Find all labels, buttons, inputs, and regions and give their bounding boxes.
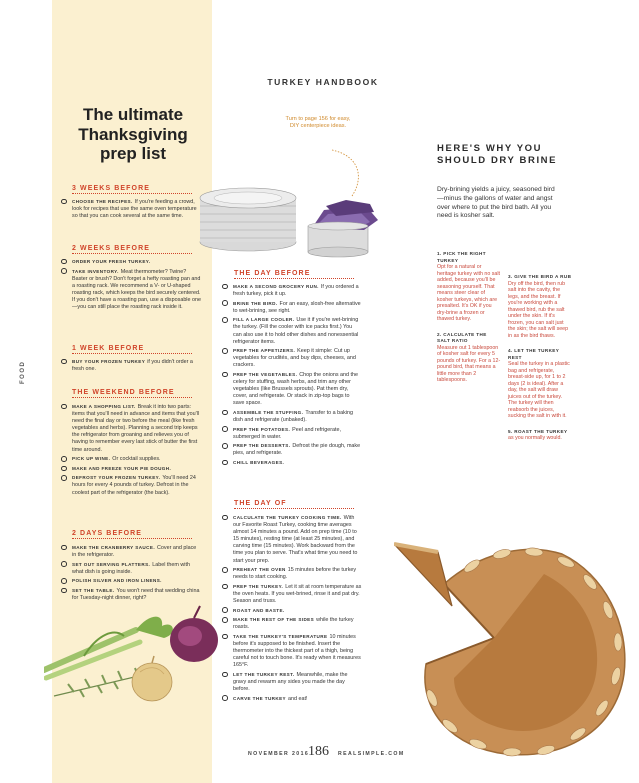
list-item: PREP THE DESSERTS. Defrost the pie dough, make pies, and refrigerate. — [222, 442, 362, 457]
section-items — [222, 283, 362, 469]
list-item: TAKE INVENTORY. Meat thermometer? Twine? Baster or brush? Don't forget a hefty roasting pan and a roasting rack. We recommend a V- or U-shaped roasting rack, which keeps the bird securely centered. If you don't have a roasting pan, use a disposable one—you can still place the roasting rack inside it. — [61, 268, 201, 312]
list-item: MAKE A SECOND GROCERY RUN. If you ordered a fresh turkey, pick it up. — [222, 283, 362, 298]
plate-stack-icon — [200, 188, 296, 251]
bullet-icon — [61, 578, 67, 584]
list-item: ORDER YOUR FRESH TURKEY. — [61, 258, 201, 266]
list-item: PREP THE TURKEY. Let it sit at room temperature as the oven heats. If you wet-brined, rinse it and pat dry. Season and truss. — [222, 583, 362, 605]
vegetables-illustration — [44, 600, 220, 712]
section-heading: 2 WEEKS BEFORE — [72, 245, 192, 254]
centerpiece-callout: Turn to page 156 for easy, DIY centerpiece ideas. — [285, 116, 351, 129]
bullet-icon — [222, 515, 228, 521]
bullet-icon — [222, 410, 228, 416]
bullet-icon — [222, 443, 228, 449]
red-onion-icon — [170, 606, 218, 662]
bullet-icon — [61, 359, 67, 365]
bullet-icon — [222, 348, 228, 354]
brine-steps-left — [437, 251, 501, 393]
bullet-icon — [61, 259, 67, 265]
bullet-icon — [61, 199, 67, 205]
list-item: CALCULATE THE TURKEY COOKING TIME. With our Favorite Roast Turkey, cooking time averages almost 14 minutes a pound. Add on prep time (10 to 15 minutes), resting time (at least 25 minutes), and carving time (15 minutes). Work backward from the time you plan to serve. That's what time you need to start your prep. — [222, 514, 362, 565]
bullet-icon — [61, 561, 67, 567]
bullet-icon — [222, 300, 228, 306]
section-heading: 3 WEEKS BEFORE — [72, 185, 192, 194]
bullet-icon — [222, 584, 228, 590]
brine-step: 3. GIVE THE BIRD A RUB Dry off the bird, then rub salt into the cavity, the legs, and the breast. If you're working with a thawed bird, rub the salt under the skin. If it's frozen, you can salt just the skin; the salt will seep in as the bird thaws. — [508, 274, 572, 339]
napkin-stack-icon — [308, 200, 378, 257]
onion-icon — [132, 656, 172, 701]
section-heading: THE DAY OF — [234, 500, 354, 509]
section-items — [222, 514, 362, 704]
list-item: BUY YOUR FROZEN TURKEY if you didn't order a fresh one. — [61, 358, 201, 373]
list-item: TAKE THE TURKEY'S TEMPERATURE 10 minutes before it's supposed to be finished. Insert the thermometer into the thickest part of a thigh, being careful not to touch bone. It's ready when it measures 165°F. — [222, 633, 362, 669]
pie-icon — [425, 547, 625, 756]
page-title: The ultimate Thanksgiving prep list — [78, 105, 188, 163]
bullet-icon — [222, 672, 228, 678]
list-item: SET THE TABLE. You won't need that wedding china for Tuesday-night dinner, right? — [61, 587, 201, 602]
footer-website: REALSIMPLE.COM — [338, 751, 405, 757]
page-number: 186 — [308, 744, 329, 759]
section-heading: 2 DAYS BEFORE — [72, 530, 192, 539]
list-item: BRINE THE BIRD. For an easy, slosh-free alternative to wet-brining, see right. — [222, 300, 362, 315]
bullet-icon — [222, 317, 228, 323]
list-item: CHOOSE THE RECIPES. If you're feeding a crowd, look for recipes that use the same oven temperature so that you can cook several at the same time. — [61, 198, 201, 220]
bullet-icon — [61, 456, 67, 462]
list-item: PREP THE POTATOES. Peel and refrigerate, submerged in water. — [222, 426, 362, 441]
bullet-icon — [222, 607, 228, 613]
section-items — [61, 544, 201, 604]
brine-title: HERE'S WHY YOU SHOULD DRY BRINE — [437, 143, 558, 166]
list-item: FILL A LARGE COOLER. Use it if you're wet-brining the turkey. (Fill the cooler with ice packs first.) You can also use it to hold other dishes and nonessential refrigerator items. — [222, 316, 362, 345]
list-item: ROAST AND BASTE. — [222, 607, 362, 615]
brine-intro: Dry-brining yields a juicy, seasoned bird—minus the gallons of water and angst over where to put the bird bath. All you need is kosher salt. — [437, 186, 555, 220]
bullet-icon — [222, 426, 228, 432]
list-item: CHILL BEVERAGES. — [222, 459, 362, 467]
section-items — [61, 198, 201, 222]
section-label: FOOD — [20, 360, 26, 384]
brine-step: 2. CALCULATE THE SALT RATIO Measure out 1 tablespoon of kosher salt for every 5 pounds of turkey. For a 12-pound bird, that means a little more than 2 tablespoons. — [437, 331, 501, 383]
bullet-icon — [61, 404, 67, 410]
pie-illustration — [394, 514, 639, 764]
section-heading: 1 WEEK BEFORE — [72, 345, 192, 354]
bullet-icon — [222, 284, 228, 290]
list-item: PREHEAT THE OVEN 15 minutes before the turkey needs to start cooking. — [222, 566, 362, 581]
list-item: MAKE THE CRANBERRY SAUCE. Cover and place in the refrigerator. — [61, 544, 201, 559]
list-item: PREP THE VEGETABLES. Chop the onions and the celery for stuffing, wash herbs, and trim any other vegetables (like Brussels sprouts). Pat them dry, cover, and refrigerate. Or stack in zip-top bags to save space. — [222, 371, 362, 407]
list-item: PREP THE APPETIZERS. Keep it simple: Cut up vegetables for crudités, and buy dips, cheeses, and crackers. — [222, 347, 362, 369]
bullet-icon — [222, 634, 228, 640]
list-item: POLISH SILVER AND IRON LINENS. — [61, 577, 201, 585]
bullet-icon — [61, 545, 67, 551]
section-heading: THE DAY BEFORE — [234, 270, 354, 279]
list-item: MAKE AND FREEZE YOUR PIE DOUGH. — [61, 465, 201, 473]
bullet-icon — [222, 567, 228, 573]
section-items — [61, 403, 201, 498]
list-item: PICK UP WINE. Or cocktail supplies. — [61, 455, 201, 463]
section-items — [61, 358, 201, 375]
bullet-icon — [222, 372, 228, 378]
bullet-icon — [61, 475, 67, 481]
bullet-icon — [61, 268, 67, 274]
list-item: MAKE THE REST OF THE SIDES while the turkey roasts. — [222, 616, 362, 631]
section-heading: THE WEEKEND BEFORE — [72, 389, 192, 398]
bullet-icon — [61, 466, 67, 472]
pie-slice-icon — [394, 544, 452, 606]
list-item: CARVE THE TURKEY and eat! — [222, 695, 362, 703]
list-item: DEFROST YOUR FROZEN TURKEY. You'll need 24 hours for every 4 pounds of turkey. Defrost in the coolest part of the refrigerator (the back). — [61, 474, 201, 496]
list-item: SET OUT SERVING PLATTERS. Label them with what dish is going inside. — [61, 561, 201, 576]
brine-steps-right — [508, 274, 572, 451]
brine-step: 1. PICK THE RIGHT TURKEY Opt for a natural or heritage turkey with no salt added, because you'll be seasoning yourself. That means steer clear of kosher turkeys, which are presalted. It's OK if you dry-brine a frozen or thawed turkey. — [437, 251, 501, 322]
page-header: TURKEY HANDBOOK — [267, 77, 379, 87]
list-item: ASSEMBLE THE STUFFING. Transfer to a baking dish and refrigerate (unbaked). — [222, 409, 362, 424]
plates-illustration — [196, 176, 410, 264]
list-item: LET THE TURKEY REST. Meanwhile, make the gravy and rewarm any sides you made the day before. — [222, 671, 362, 693]
section-items — [61, 258, 201, 313]
bullet-icon — [222, 617, 228, 623]
bullet-icon — [61, 588, 67, 594]
footer-issue: NOVEMBER 2016 — [248, 751, 310, 757]
brine-step: 5. ROAST THE TURKEY as you normally would. — [508, 428, 568, 441]
list-item: MAKE A SHOPPING LIST. Break it into two parts: items that you'll need in advance and items that you'll need the final day or two before the meal (like fresh vegetables and herbs). Planning a second trip keeps the refrigerator from groaning and relieves you of having to remember every last stick of butter the first time around. — [61, 403, 201, 454]
bullet-icon — [222, 695, 228, 701]
brine-step: 4. LET THE TURKEY REST Seal the turkey in a plastic bag and refrigerate, breast-side up, for 1 to 2 days (2 is ideal). After a day, the salt will draw juices out of the turkey. The turkey will then reabsorb the juices, sucking the salt in with it. — [508, 348, 570, 419]
bullet-icon — [222, 460, 228, 466]
